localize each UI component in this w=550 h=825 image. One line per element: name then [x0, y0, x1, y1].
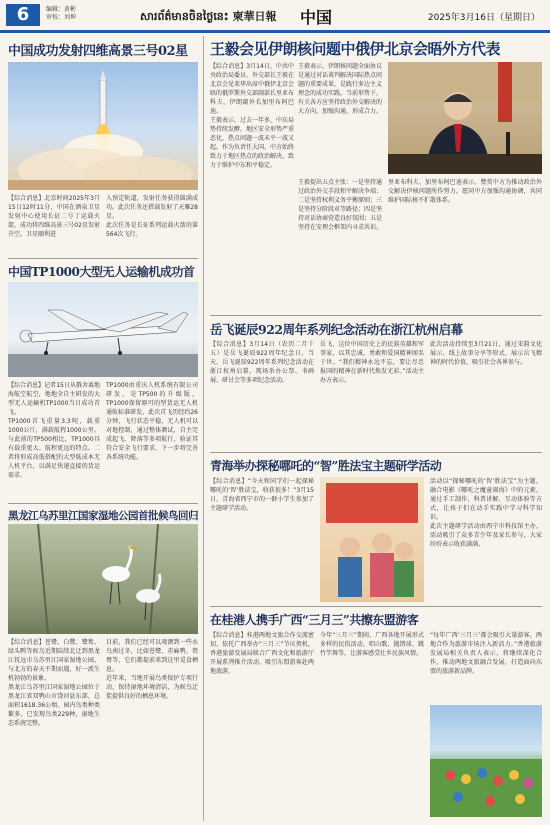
- article-title: 黑龙江乌苏里江国家湿地公园首批候鸟回归: [8, 510, 198, 522]
- article-body: [298, 62, 382, 116]
- article-body: [320, 340, 424, 385]
- paragraph: 【综合消息】苍鹭、白鹭、鹭鸶、绿头鸭等候鸟近期陆续北迁到黑龙江抚远市乌苏里江国家湿地公园，与北方的春天不期而遇，好一派生机勃勃的景象。: [8, 639, 100, 682]
- article-wetland-birds: [8, 508, 198, 523]
- paragraph: 今年“三月三”期间，广西各地开展形式多样的民俗活动，唱山歌、抛绣球、跳竹竿舞等，让游客感受壮乡民族风情。: [320, 632, 424, 657]
- paragraph: 【综合消息】“今天和同学们一起探秘哪吒的‘智’胜法宝，收获很多！”3月15日，青海省西宁市的一群小学生参加了主题研学活动。: [210, 478, 314, 512]
- article-yue-fei: [210, 320, 542, 338]
- article-title: 岳飞诞辰922周年系列纪念活动在浙江杭州启幕: [210, 322, 463, 337]
- divider: [8, 503, 198, 504]
- paragraph: 【综合消息】北京时间2025年3月15日12时11分，中国在酒泉卫星发射中心使用长征二号丁运载火箭，成功将四维高景三号02星发射升空，卫星顺利进: [8, 195, 100, 238]
- divider: [210, 315, 542, 316]
- paragraph: 此次主题研学活动由西宁市科技馆主办，活动吸引了众多青少年及家长参与，大家纷纷表示收获满满。: [430, 523, 542, 548]
- section-title: 中国: [300, 8, 333, 27]
- masthead: សារព័ត៌មានចិនថ្ងៃនេះ 柬華日報: [140, 10, 277, 23]
- article-body: [210, 477, 314, 513]
- paragraph: 近年来，当地开展鸟类保护专项行动，保持湿地环境清洁，为候鸟迁徙提供良好的栖息环境。: [106, 675, 198, 700]
- paragraph: “每年广西‘三月三’都会吸引大量游客，两地合作为旅游市场注入新活力。”香港旅游发展局相关负责人表示，将继续深化合作，推动两地文旅融合发展，打造面向东盟的旅游新品牌。: [430, 632, 542, 675]
- issue-date: 2025年3月16日（星期日）: [427, 13, 540, 23]
- column-divider: [203, 36, 204, 821]
- paragraph: 【综合消息】桂港两地文旅合作交流密切，依托广西举办“三月三”节庆契机，香港旅游发展局联合广西文化和旅游厅开展系列推介活动，吸引东盟游客赴两地旅游。: [210, 632, 314, 675]
- paragraph: TP1000由重庆人机系统有限公司研发，是TP500的升级版，TP1000保留原可的型货运无人机通航标准研发，此次首飞历经约26分钟，飞行状态平稳，无人机可以对地控制，通过整体测试，自主完成起飞、降落等多项航行，验证其符合安全飞行要求，下一步将完善各系统功能。: [106, 382, 198, 461]
- divider: [8, 258, 198, 259]
- paragraph: 此次任务是长征系列运载火箭的第564次飞行。: [106, 222, 198, 238]
- paragraph: 【综合消息】记者15日从俄舍离地海航空航空，地地全自主研发的大型无人运输机TP1000当日成功首飞。: [8, 382, 100, 416]
- article-body: [430, 477, 542, 549]
- article-body: [388, 178, 542, 205]
- article-title: 青海举办探秘哪吒的“智”胜法宝主题研学活动: [210, 459, 442, 473]
- article-body: [8, 381, 100, 480]
- article-body: [106, 194, 198, 239]
- paragraph: 目前，我们已经可以观测到一些水鸟南过冬，比如苍鹭、赤麻鸭、鸳鸯等，它们都提前来到这里觅食栖息。: [106, 639, 198, 673]
- festival-photo: [430, 705, 542, 817]
- article-title: 中国成功发射四维高景三号02星: [8, 44, 188, 59]
- editor-credits: [46, 6, 76, 22]
- article-body: [210, 62, 294, 170]
- article-body: [8, 638, 100, 728]
- article-title: 在桂港人携手广西“三月三”共擦东盟游客: [210, 613, 419, 627]
- paragraph: 岳飞，这位中国历史上的民族英雄和军事家，以其忠诚、勇敢和爱国精神闻名于世。“我们精神永远不忘，要让尽忠报国的精神在新时代焕发光彩。”活动主办方表示。: [320, 341, 424, 384]
- article-rocket-launch: [8, 40, 198, 59]
- wang-yi-photo: [388, 62, 542, 174]
- aircraft-photo: [8, 282, 198, 377]
- paragraph: 王毅表示，过去一年多，中东局势持续发酵，地区安全形势严重恶化，热点问题一波未平一波又起。作为负责任大国，中方始终致力于地区热点的政治解决，致力于维护中东和平稳定。: [210, 117, 295, 169]
- paragraph: 活动以“探秘哪吒的‘智’胜法宝”为主题，融合电影《哪吒之魔童闹海》中的元素，通过手工制作、科普讲解、互动体验等方式，让孩子们在动手实践中学习科学知识。: [430, 478, 542, 521]
- paragraph: 【综合消息】3月14日（农历二月十五）是岳飞诞辰922周年纪念日。当天，岳飞诞辰922周年系列纪念活动在浙江杭州启幕，现场举办公祭、书画展、研讨会等多项纪念活动。: [210, 341, 314, 384]
- paragraph: 此次活动持续至3月21日，通过宋韵文化展示、线上故事分享等形式，展示岳飞精神的时代价值，吸引社会各界参与。: [430, 341, 542, 366]
- paragraph: 黑龙江乌苏里江国家湿地公园位于黑龙江省双鸭山市饶河县东部，总面积1618.36公顷。园内鸟类种类繁多，已发现鸟类229种，湿地生态系统完整。: [8, 684, 100, 727]
- article-body: [320, 631, 424, 658]
- editor-line: 编辑：黄彬: [46, 6, 77, 13]
- divider: [210, 606, 542, 607]
- students-photo: [320, 477, 424, 602]
- paragraph: 里亚布科夫、加里布阿巴迪表示，赞赏中方为推动政治外交解决伊核问题所作努力，愿同中方加强沟通协调，共同维护国际核不扩散体系。: [388, 179, 542, 204]
- article-body: [430, 631, 542, 676]
- article-body: [8, 194, 100, 239]
- birds-photo: [8, 524, 198, 634]
- divider: [210, 452, 542, 453]
- page-number: 6: [6, 4, 40, 26]
- article-body: [106, 638, 198, 701]
- reviewer-line: 审校：刘坤: [46, 14, 77, 21]
- paragraph: 入预定轨道，发射任务获得圆满成功。此次任务还搭载发射了天雁28星。: [106, 195, 198, 220]
- article-body: [210, 631, 314, 676]
- paragraph: 王毅提出五点主张：一是坚持通过政治外交手段和平解决争端；二是坚持权利义务平衡原则；三是坚持分阶段对等路径；四是坚持对话协商营造良好氛围；五是坚持在安理会框架内寻求共识。: [298, 179, 383, 231]
- article-title: 中国TP1000大型无人运输机成功首: [8, 265, 195, 279]
- page-header: [0, 0, 550, 33]
- article-wang-yi: [210, 38, 542, 59]
- paragraph: 【综合消息】3月14日，中共中央政治局委员、外交部长王毅在北京会见来华出席中俄伊北京会晤的俄罗斯外交部副部长里亚布科夫、伊朗副外长加里布阿巴迪。: [210, 63, 295, 115]
- article-title: 王毅会见伊朗核问题中俄伊北京会晤外方代表: [210, 40, 501, 58]
- paragraph: 王毅表示，伊朗核问题全面协议是通过对话谈判解决国际热点问题的重要成果，是践行多边主义理念的成功实践。当前形势下，有关各方应坚持政治外交解决的大方向，加强沟通，形成合力。: [298, 63, 383, 115]
- paragraph: TP1000首飞重量3.3吨，载重1000公斤，满载航程1000公里。与此前的TP500相比，TP1000具有载重更大、航程更远的特点。二者将形成高低搭配的大型低成本无人机平台，以满足快递直接的货运需求。: [8, 418, 100, 479]
- rocket-launch-photo: [8, 62, 198, 190]
- article-body: [106, 381, 198, 462]
- article-qinghai: [210, 457, 542, 474]
- article-body: [210, 340, 314, 385]
- article-guangxi: [210, 611, 542, 628]
- article-body: [298, 178, 382, 232]
- article-body: [430, 340, 542, 367]
